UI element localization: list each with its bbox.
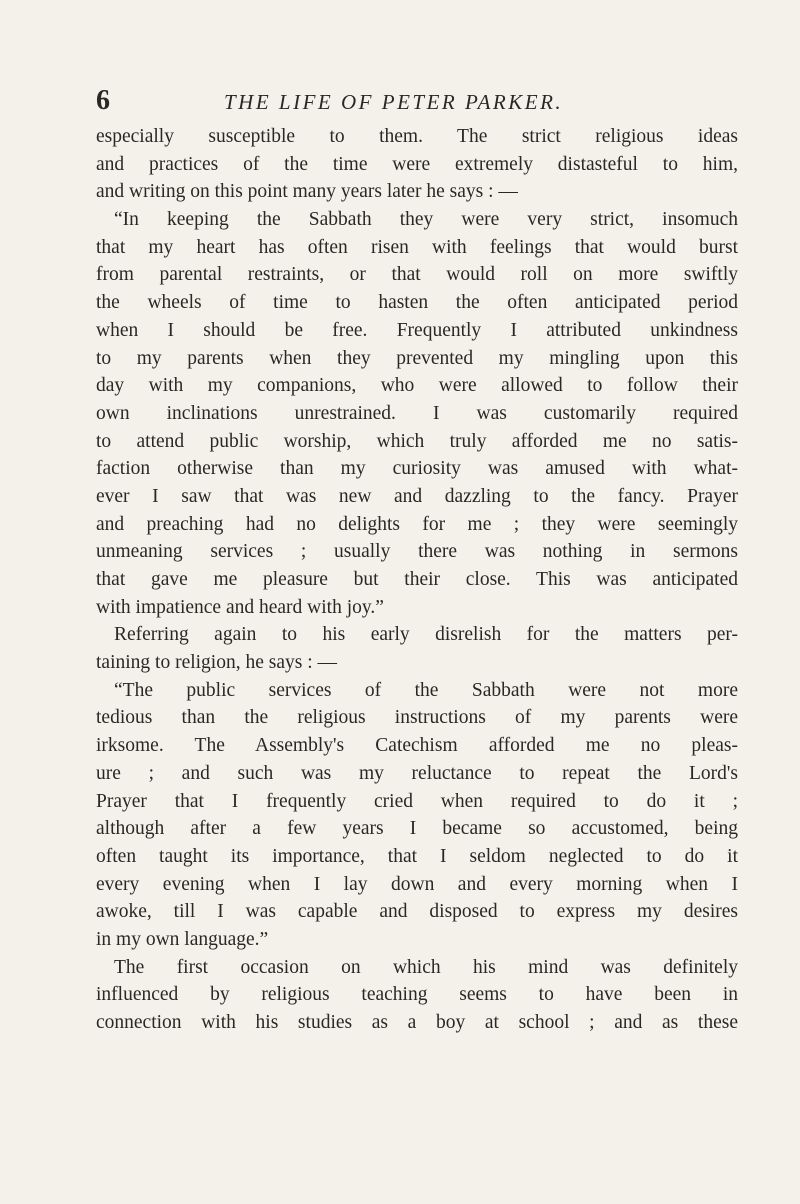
text-line: and practices of the time were extremely distasteful to him, <box>96 153 738 175</box>
text-line: that gave me pleasure but their close. This was anticipated <box>96 569 738 590</box>
text-line: “In keeping the Sabbath they were very strict, insomuch <box>114 209 738 231</box>
text-line: unmeaning services ; usually there was nothing in sermons <box>96 541 738 563</box>
text-line: although after a few years I became so accustomed, being <box>96 818 738 840</box>
text-line: with impatience and heard with joy.” <box>96 596 384 618</box>
text-line: own inclinations unrestrained. I was customarily required <box>96 402 738 424</box>
text-line: ever I saw that was new and dazzling to the fancy. Prayer <box>96 485 738 507</box>
text-line: irksome. The Assembly's Catechism afforded me no pleas- <box>96 735 738 757</box>
text-line: Prayer that I frequently cried when required to do it ; <box>96 790 738 812</box>
text-line: from parental restraints, or that would roll on more swiftly <box>96 264 738 286</box>
text-line: day with my companions, who were allowed to follow their <box>96 375 738 397</box>
text-line: Referring again to his early disrelish for the matters per- <box>114 624 738 646</box>
text-line: faction otherwise than my curiosity was amused with what- <box>96 458 738 480</box>
text-line: to my parents when they prevented my mingling upon this <box>96 347 738 369</box>
text-line: and writing on this point many years later he says : — <box>96 181 518 203</box>
text-line: ure ; and such was my reluctance to repeat the Lord's <box>96 762 738 784</box>
body-text <box>96 123 738 1037</box>
text-line: “The public services of the Sabbath were not more <box>114 679 738 701</box>
text-line: to attend public worship, which truly afforded me no satis- <box>96 430 738 452</box>
running-head <box>96 86 726 116</box>
text-line: in my own language.” <box>96 928 269 950</box>
text-line: when I should be free. Frequently I attributed unkindness <box>96 319 738 341</box>
text-line: connection with his studies as a boy at school ; and as these <box>96 1012 738 1033</box>
text-line: that my heart has often risen with feelings that would burst <box>96 236 738 258</box>
text-line: awoke, till I was capable and disposed to express my desires <box>96 901 738 923</box>
text-line: every evening when I lay down and every morning when I <box>96 873 738 895</box>
text-line: the wheels of time to hasten the often anticipated period <box>96 292 738 314</box>
running-title: THE LIFE OF PETER PARKER. <box>224 90 564 114</box>
text-line: especially susceptible to them. The strict religious ideas <box>96 126 738 147</box>
text-line: taining to religion, he says : — <box>96 652 338 674</box>
text-line: tedious than the religious instructions of my parents were <box>96 707 738 729</box>
text-line: influenced by religious teaching seems to have been in <box>96 984 738 1006</box>
page-number: 6 <box>96 85 110 116</box>
text-line: The first occasion on which his mind was definitely <box>114 956 738 978</box>
text-line: often taught its importance, that I seldom neglected to do it <box>96 845 738 867</box>
text-line: and preaching had no delights for me ; they were seemingly <box>96 513 738 535</box>
